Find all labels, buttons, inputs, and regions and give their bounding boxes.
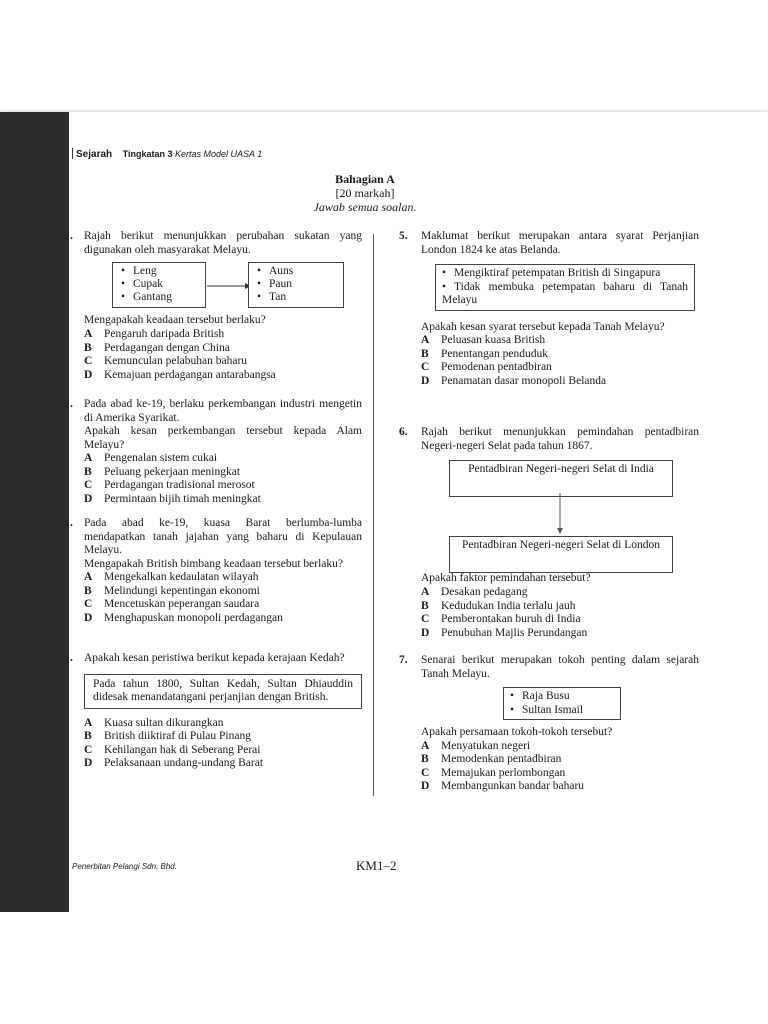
option-c[interactable]: C Perdagangan tradisional merosot <box>84 479 255 491</box>
admin-box-india: Pentadbiran Negeri-negeri Selat di India <box>449 460 673 497</box>
option-c[interactable]: C Pemberontakan buruh di India <box>421 613 581 625</box>
option-b[interactable]: B Perdagangan dengan China <box>84 341 230 354</box>
question-number: . <box>70 398 73 410</box>
question-4 <box>70 652 362 771</box>
option-d[interactable]: D Menghapuskan monopoli perdagangan <box>84 611 283 624</box>
option-c[interactable]: C Memajukan perlombongan <box>421 766 566 779</box>
options <box>84 328 362 382</box>
question-text: Rajah berikut menunjukkan perubahan sukatan yang digunakan oleh masyarakat Melayu. <box>84 230 362 256</box>
question-7 <box>399 654 699 794</box>
option-a[interactable]: A Menyatukan negeri <box>421 739 531 752</box>
options <box>84 571 362 625</box>
question-stem: Apakah persamaan tokoh-tokoh tersebut? <box>421 726 613 738</box>
option-d[interactable]: D Membangunkan bandar baharu <box>421 780 585 792</box>
option-d[interactable]: D Pelaksanaan undang-undang Barat <box>84 757 264 769</box>
question-5 <box>399 230 699 388</box>
option-d[interactable]: D Kemajuan perdagangan antarabangsa <box>84 368 276 381</box>
option-c[interactable]: C Kehilangan hak di Seberang Perai <box>84 743 261 756</box>
bottom-margin <box>0 912 768 1024</box>
figures-box <box>503 687 621 720</box>
question-number: 7. <box>399 654 408 666</box>
question-3 <box>70 517 362 625</box>
question-stem: Apakah kesan syarat tersebut kepada Tanah Melayu? <box>421 320 665 333</box>
question-number: 5. <box>399 230 408 242</box>
question-1 <box>70 230 362 381</box>
arrow-down-icon <box>555 493 565 535</box>
question-text: Apakah kesan peristiwa berikut kepada kerajaan Kedah? <box>84 652 345 664</box>
question-number: . <box>70 652 73 664</box>
conditions-box <box>435 264 695 311</box>
list-item: • Leng <box>121 265 205 278</box>
footer-page-number: KM1–2 <box>356 858 397 873</box>
option-c[interactable]: C Mencetuskan peperangan saudara <box>84 598 260 610</box>
option-b[interactable]: B British diiktiraf di Pulau Pinang <box>84 730 251 742</box>
admin-box-london: Pentadbiran Negeri-negeri Selat di London <box>449 536 673 573</box>
list-item: • Auns <box>257 265 343 278</box>
list-item: • Sultan Ismail <box>510 704 614 718</box>
list-item: • Gantang <box>121 291 205 304</box>
question-2 <box>70 398 362 506</box>
option-d[interactable]: D Penubuhan Majlis Perundangan <box>421 626 588 639</box>
option-b[interactable]: B Penentangan penduduk <box>421 347 548 360</box>
option-a[interactable]: A Desakan pedagang <box>421 586 528 598</box>
list-item: • Tidak membuka petempatan baharu di Tanah Melayu <box>442 281 688 308</box>
question-number: 6. <box>399 426 408 438</box>
header-paper: Kertas Model UASA 1 <box>175 149 263 159</box>
options <box>84 717 362 771</box>
option-c[interactable]: C Kemunculan pelabuhan baharu <box>84 355 248 367</box>
option-b[interactable]: B Melindungi kepentingan ekonomi <box>84 584 260 597</box>
options <box>421 334 699 388</box>
list-item: • Tan <box>257 291 343 304</box>
measure-box-right <box>248 262 344 308</box>
column-divider <box>373 234 374 796</box>
options <box>84 452 362 506</box>
options <box>421 740 699 794</box>
option-a[interactable]: A Pengenalan sistem cukai <box>84 452 218 464</box>
option-a[interactable]: A Mengekalkan kedaulatan wilayah <box>84 571 259 583</box>
option-d[interactable]: D Penamatan dasar monopoli Belanda <box>421 374 607 387</box>
question-6 <box>399 426 699 639</box>
question-text: Senarai berikut merupakan tokoh penting dalam sejarah Tanah Melayu. <box>421 654 699 680</box>
footer-publisher: Penerbitan Pelangi Sdn. Bhd. <box>72 862 177 871</box>
section-instruction: Jawab semua soalan. <box>313 200 417 214</box>
question-text: Rajah berikut menunjukkan pemindahan pentadbiran Negeri-negeri Selat pada tahun 1867. <box>421 426 699 452</box>
options <box>421 586 699 640</box>
list-item: • Raja Busu <box>510 690 614 704</box>
option-a[interactable]: A Peluasan kuasa British <box>421 334 546 346</box>
option-b[interactable]: B Peluang pekerjaan meningkat <box>84 465 241 478</box>
option-a[interactable]: A Kuasa sultan dikurangkan <box>84 716 224 729</box>
header-subject: Sejarah <box>76 149 113 160</box>
header-form: Tingkatan 3 <box>122 149 173 159</box>
section-title: Bahagian A <box>335 172 395 186</box>
list-item: • Cupak <box>121 278 205 291</box>
event-box: Pada tahun 1800, Sultan Kedah, Sultan Dhiauddin didesak menandatangani perjanjian dengan British. <box>84 674 362 709</box>
question-stem: Apakah kesan perkembangan tersebut kepada Alam Melayu? <box>84 425 362 451</box>
option-b[interactable]: B Memodenkan pentadbiran <box>421 753 562 765</box>
question-stem: Mengapakah British bimbang keadaan tersebut berlaku? <box>84 557 343 570</box>
header-rule <box>72 148 73 159</box>
option-a[interactable]: A Pengaruh daripada British <box>84 328 225 340</box>
question-number: . <box>70 230 73 242</box>
top-margin <box>0 0 768 112</box>
question-stem: Apakah faktor pemindahan tersebut? <box>421 572 591 584</box>
measure-box-left <box>112 262 206 308</box>
question-number: . <box>70 517 73 529</box>
option-d[interactable]: D Permintaan bijih timah meningkat <box>84 492 261 505</box>
section-marks: [20 markah] <box>335 186 395 200</box>
question-text: Pada abad ke-19, berlaku perkembangan industri mengetin di Amerika Syarikat. <box>84 398 362 424</box>
list-item: • Mengiktiraf petempatan British di Singapura <box>442 267 688 281</box>
question-text: Maklumat berikut merupakan antara syarat Perjanjian London 1824 ke atas Belanda. <box>421 230 699 256</box>
option-b[interactable]: B Kedudukan India terlalu jauh <box>421 599 576 612</box>
page-header <box>72 148 262 160</box>
page-spine-shadow <box>0 112 69 912</box>
arrow-icon <box>207 280 251 292</box>
question-stem: Mengapakah keadaan tersebut berlaku? <box>84 314 266 326</box>
list-item: • Paun <box>257 278 343 291</box>
question-text: Pada abad ke-19, kuasa Barat berlumba-lumba mendapatkan tanah jajahan yang baharu di Kepulauan Melayu. <box>84 517 362 556</box>
option-c[interactable]: C Pemodenan pentadbiran <box>421 361 552 373</box>
